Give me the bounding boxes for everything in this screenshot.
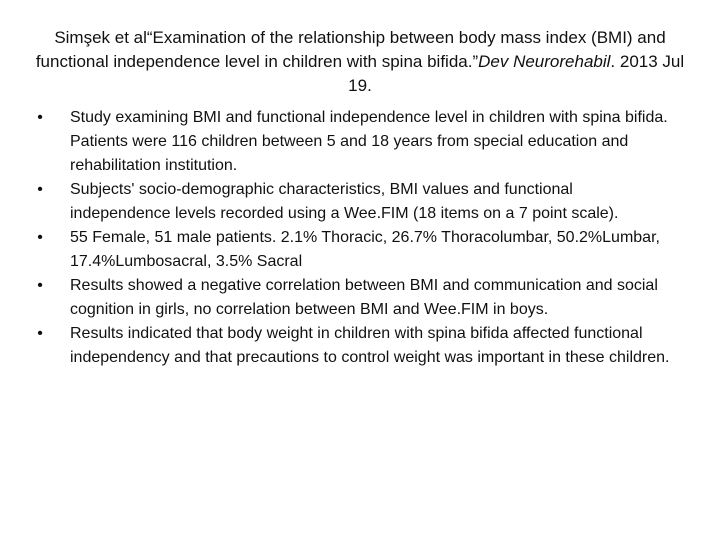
title-journal: Dev Neurorehabil <box>478 52 611 71</box>
bullet-text: Subjects' socio-demographic characteristics, BMI values and functional independence levels recorded using a Wee.FIM (18 items on a 7 point scale). <box>70 181 619 222</box>
bullet-text: Results showed a negative correlation between BMI and communication and social cognition in girls, no correlation between BMI and Wee.FIM in boys. <box>70 277 658 318</box>
bullet-dot: • <box>37 325 43 342</box>
bullet-item <box>34 106 674 178</box>
bullet-dot: • <box>37 277 43 294</box>
bullet-list <box>34 106 674 370</box>
bullet-text: Results indicated that body weight in children with spina bifida affected functional independency and that precautions to control weight was important in these children. <box>70 325 670 366</box>
title-citation: Simşek et al“Examination of the relationship between body mass index (BMI) and functional independence level in children with spina bifida.” <box>35 28 666 71</box>
bullet-dot: • <box>37 181 43 198</box>
bullet-dot: • <box>37 109 43 126</box>
bullet-item <box>34 322 674 370</box>
bullet-text: Study examining BMI and functional independence level in children with spina bifida. Patients were 116 children between 5 and 18 years from special education and rehabilitation institution. <box>70 109 668 174</box>
bullet-text: 55 Female, 51 male patients. 2.1% Thoracic, 26.7% Thoracolumbar, 50.2%Lumbar, 17.4%Lumbosacral, 3.5% Sacral <box>70 229 660 270</box>
bullet-item <box>34 274 674 322</box>
bullet-item <box>34 178 674 226</box>
bullet-dot: • <box>37 229 43 246</box>
bullet-item <box>34 226 674 274</box>
title-date: . 2013 Jul 19. <box>348 52 685 95</box>
slide-title <box>30 26 690 98</box>
